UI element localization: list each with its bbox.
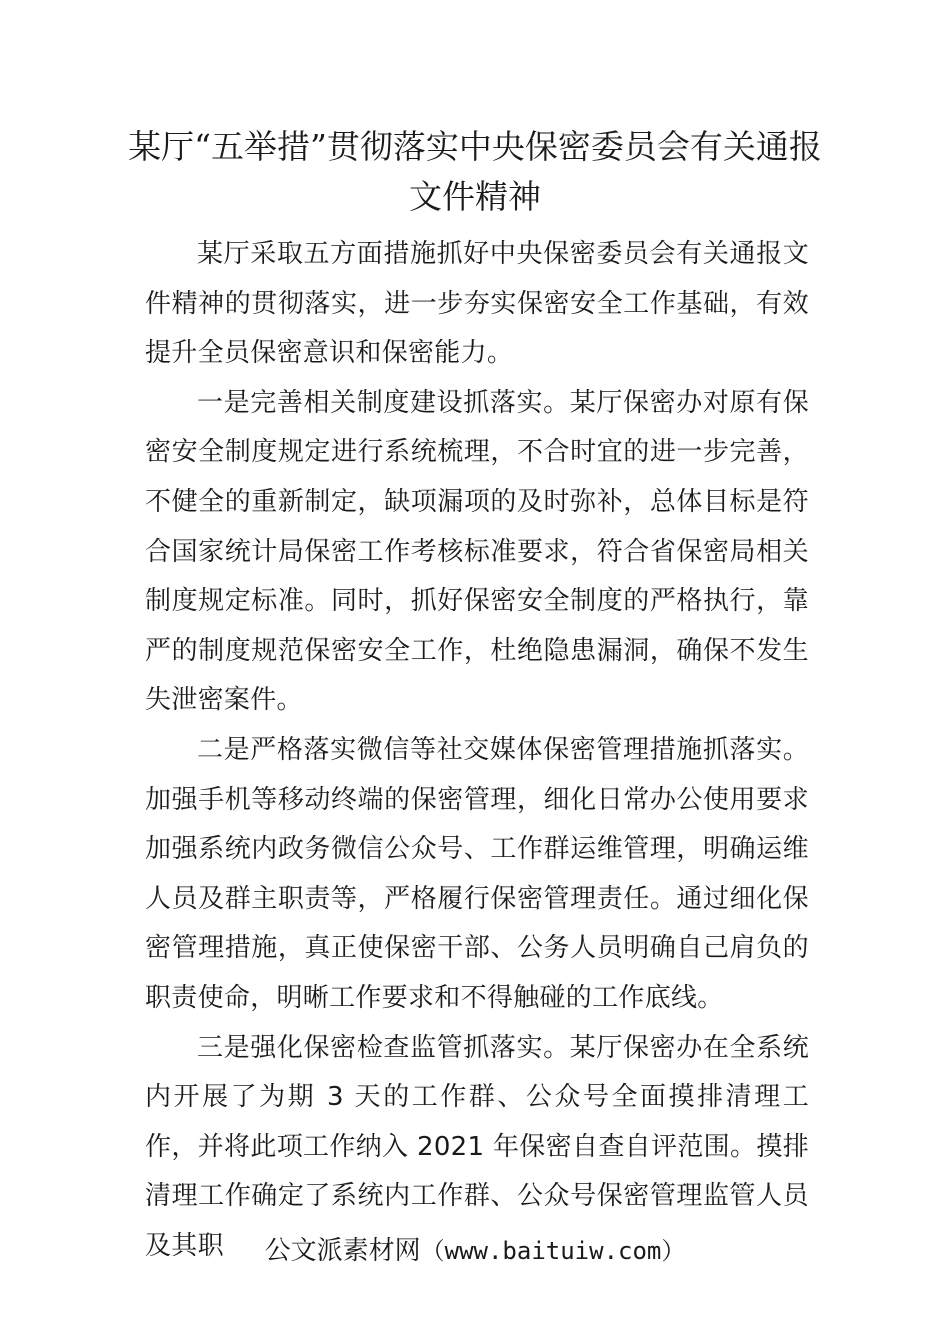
page-footer: [0, 1231, 950, 1271]
measure-three-paragraph: 三是强化保密检查监管抓落实。某厅保密办在全系统内开展了为期 3 天的工作群、公众号全面摸排清理工作，并将此项工作纳入 2021 年保密自查自评范围。摸排清理工作确定了系统内工作群、公众号保密管理监管人员及其职: [145, 1032, 809, 1261]
intro-paragraph: 某厅采取五方面措施抓好中央保密委员会有关通报文件精神的贯彻落实，进一步夯实保密安全工作基础，有效提升全员保密意识和保密能力。: [145, 239, 809, 369]
measure-two-paragraph: 二是严格落实微信等社交媒体保密管理措施抓落实。加强手机等移动终端的保密管理，细化日常办公使用要求加强系统内政务微信公众号、工作群运维管理，明确运维人员及群主职责等，严格履行保密管理责任。通过细化保密管理措施，真正使保密干部、公务人员明确自己肩负的职责使命，明晰工作要求和不得触碰的工作底线。: [145, 734, 809, 1013]
document-title: 某厅“五举措”贯彻落实中央保密委员会有关通报文件精神: [128, 127, 822, 216]
measure-one-paragraph: 一是完善相关制度建设抓落实。某厅保密办对原有保密安全制度规定进行系统梳理，不合时宜的进一步完善，不健全的重新制定，缺项漏项的及时弥补，总体目标是符合国家统计局保密工作考核标准要求，符合省保密局相关制度规定标准。同时，抓好保密安全制度的严格执行，靠严的制度规范保密安全工作，杜绝隐患漏洞，确保不发生失泄密案件。: [145, 387, 809, 716]
footer-site-name: 公文派素材网: [264, 1236, 421, 1266]
footer-url: （www.baituiw.com）: [420, 1237, 686, 1265]
document-body: [145, 230, 809, 1271]
